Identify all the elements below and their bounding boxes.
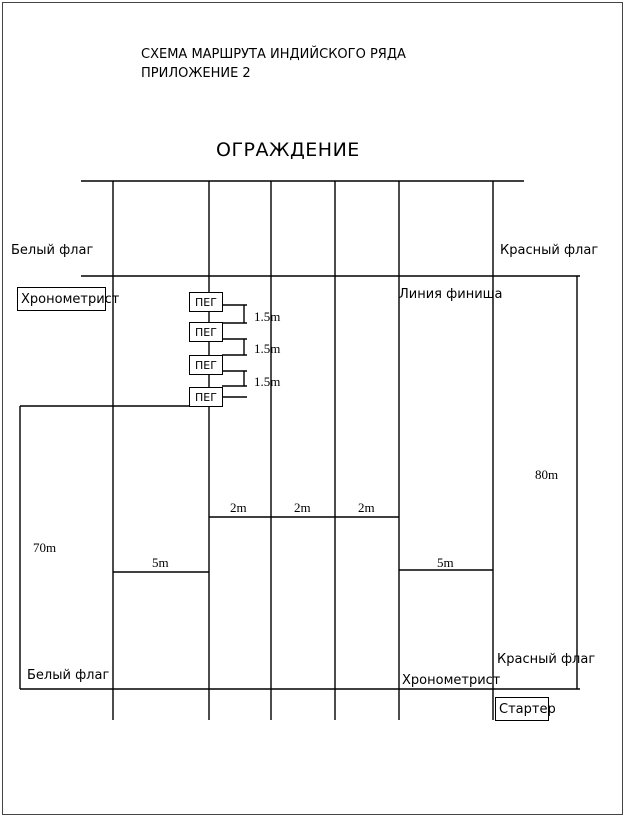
- peg-marker: ПЕГ: [189, 292, 223, 312]
- lane-left-5m-label: 5m: [152, 555, 169, 570]
- starter-box: Стартер: [495, 697, 549, 721]
- dimension-80m-label: 80m: [535, 467, 559, 482]
- red-flag-top-label: Красный флаг: [500, 243, 599, 258]
- fence-label: ОГРАЖДЕНИЕ: [216, 139, 360, 161]
- diagram-title: СХЕМА МАРШРУТА ИНДИЙСКОГО РЯДА: [141, 47, 406, 62]
- peg-spacing-label: 1.5m: [254, 309, 281, 324]
- peg-spacing-label: 1.5m: [254, 341, 281, 356]
- lane-right-5m-label: 5m: [437, 555, 454, 570]
- red-flag-bottom-label: Красный флаг: [497, 652, 596, 667]
- timekeeper-top-box: Хронометрист: [17, 287, 106, 311]
- gap-2m-label-1: 2m: [230, 500, 247, 515]
- finish-line-label: Линия финиша: [399, 287, 503, 302]
- appendix-label: ПРИЛОЖЕНИЕ 2: [141, 66, 251, 81]
- white-flag-top-label: Белый флаг: [11, 243, 94, 258]
- white-flag-bottom-label: Белый флаг: [27, 668, 110, 683]
- timekeeper-bottom-label: Хронометрист: [402, 673, 501, 688]
- peg-marker: ПЕГ: [189, 355, 223, 375]
- gap-2m-label-3: 2m: [358, 500, 375, 515]
- peg-marker: ПЕГ: [189, 387, 223, 407]
- gap-2m-label-2: 2m: [294, 500, 311, 515]
- peg-spacing-label: 1.5m: [254, 374, 281, 389]
- dimension-70m-label: 70m: [33, 540, 57, 555]
- peg-marker: ПЕГ: [189, 322, 223, 342]
